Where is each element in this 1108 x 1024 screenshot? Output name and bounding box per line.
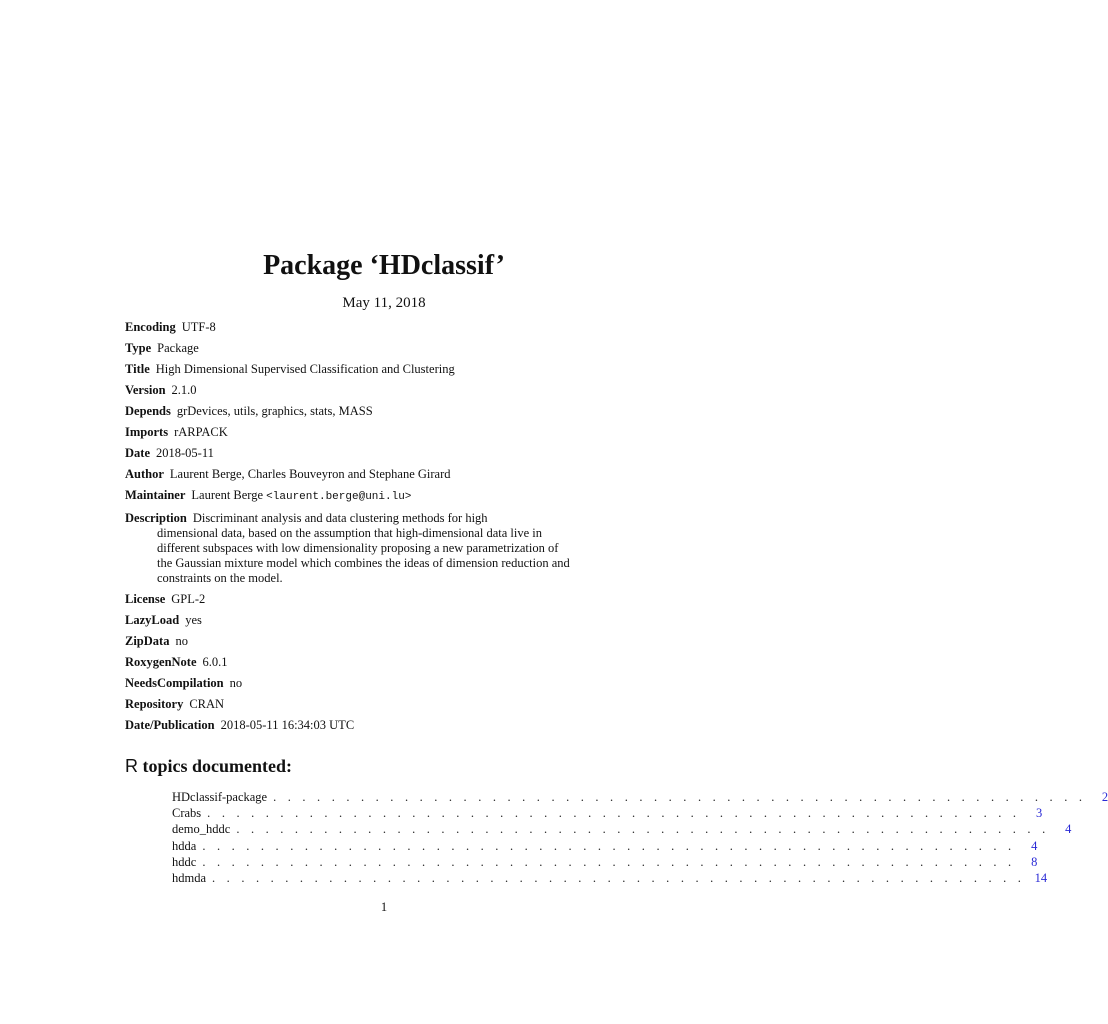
toc-entry[interactable] (172, 822, 1072, 838)
toc-entry[interactable] (172, 870, 1048, 887)
toc-leader-dots: . . . . . . . . . . . . . . . . . . . . . . . . . . . . . . . . . . . . . . . . . . . . . . . . . . . . . . . . (207, 806, 1021, 821)
field-depends: Depends grDevices, utils, graphics, stats, MASS (125, 404, 373, 418)
toc-leader-dots: . . . . . . . . . . . . . . . . . . . . . . . . . . . . . . . . . . . . . . . . . . . . . . . . . . . . . . . . (273, 790, 1087, 804)
toc-entry-name: hddc (172, 854, 197, 869)
field-imports: Imports rARPACK (125, 425, 228, 439)
field-maintainer: Maintainer Laurent Berge <laurent.berge@uni.lu> (125, 488, 412, 503)
toc-page-link[interactable]: 14 (1034, 870, 1048, 885)
field-lazyload: LazyLoad yes (125, 613, 202, 627)
field-repository: Repository CRAN (125, 697, 225, 711)
field-type: Type Package (125, 341, 199, 355)
toc-leader-dots: . . . . . . . . . . . . . . . . . . . . . . . . . . . . . . . . . . . . . . . . . . . . . . . . . . . . . . . . (202, 838, 1016, 853)
topics-heading: R topics documented: (125, 756, 292, 776)
toc-entry[interactable] (172, 854, 1038, 871)
toc-entry[interactable] (172, 806, 1043, 822)
field-author: Author Laurent Berge, Charles Bouveyron and Stephane Girard (125, 467, 451, 481)
toc-page-link[interactable]: 4 (1065, 822, 1072, 837)
field-license: License GPL-2 (125, 592, 206, 606)
toc-page-link[interactable]: 8 (1031, 854, 1038, 869)
toc-page-link[interactable]: 2 (1101, 790, 1108, 804)
field-roxygennote: RoxygenNote 6.0.1 (125, 655, 228, 669)
toc-entry[interactable] (172, 838, 1038, 855)
table-of-contents (172, 790, 1108, 887)
field-needscompilation: NeedsCompilation no (125, 676, 243, 690)
toc-entry[interactable] (172, 790, 1108, 806)
toc-entry-name: demo_hddc (172, 822, 231, 837)
toc-entry-name: HDclassif-package (172, 790, 268, 804)
toc-entry-name: hdda (172, 838, 197, 853)
toc-leader-dots: . . . . . . . . . . . . . . . . . . . . . . . . . . . . . . . . . . . . . . . . . . . . . . . . . . . . . . . . (236, 822, 1050, 837)
page-number: 1 (380, 900, 388, 914)
package-date: May 11, 2018 (342, 295, 426, 311)
toc-leader-dots: . . . . . . . . . . . . . . . . . . . . . . . . . . . . . . . . . . . . . . . . . . . . . . . . . . . . . . . . (202, 854, 1016, 869)
toc-entry-name: hdmda (172, 870, 207, 885)
field-description: Description Discriminant analysis and data clustering methods for high dimensional data, based on the assumption that high-dimensional data live in different subspaces with low dimensionality proposing a new parametrization of the Gaussian mixture model which combines the ideas of dimension reduction and constraints on the model. (125, 511, 570, 585)
maintainer-email: <laurent.berge@uni.lu> (266, 491, 412, 503)
field-date: Date 2018-05-11 (125, 446, 214, 460)
field-date-publication: Date/Publication 2018-05-11 16:34:03 UTC (125, 718, 355, 732)
toc-entry-name: Crabs (172, 806, 202, 821)
field-encoding: Encoding UTF-8 (125, 320, 216, 334)
toc-page-link[interactable]: 4 (1031, 838, 1038, 853)
field-title: Title High Dimensional Supervised Classification and Clustering (125, 362, 455, 376)
description-fields (125, 320, 645, 733)
package-title: Package ‘HDclassif’ (263, 250, 505, 281)
toc-leader-dots: . . . . . . . . . . . . . . . . . . . . . . . . . . . . . . . . . . . . . . . . . . . . . . . . . . . . . . . . (212, 870, 1026, 885)
field-zipdata: ZipData no (125, 634, 188, 648)
toc-page-link[interactable]: 3 (1036, 806, 1043, 821)
field-version: Version 2.1.0 (125, 383, 197, 397)
